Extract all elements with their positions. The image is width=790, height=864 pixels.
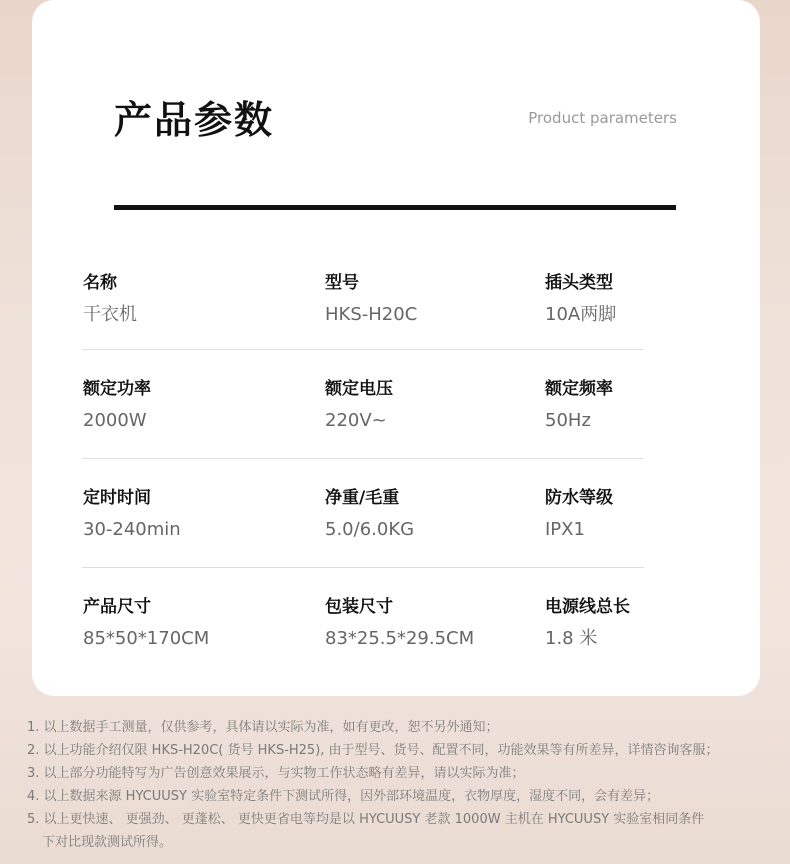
spec-label: 名称 xyxy=(83,273,117,293)
footnotes xyxy=(27,716,777,854)
spec-value: HKS-H20C xyxy=(325,304,418,325)
spec-value: 10A两脚 xyxy=(545,304,617,325)
footnote: 3. 以上部分功能特写为广告创意效果展示，与实物工作状态略有差异，请以实际为准； xyxy=(27,766,525,781)
spec-value: IPX1 xyxy=(545,519,585,540)
spec-label: 额定电压 xyxy=(325,379,393,399)
spec-label: 插头类型 xyxy=(545,273,613,293)
spec-value: 干衣机 xyxy=(83,304,137,325)
spec-value: 85*50*170CM xyxy=(83,628,210,649)
spec-label: 额定功率 xyxy=(83,379,151,399)
spec-value: 50Hz xyxy=(545,410,591,431)
footnote: 5. 以上更快速、 更强劲、 更蓬松、 更快更省电等均是以 HYCUUSY 老款 1000W 主机在 HYCUUSY 实验室相同条件 xyxy=(27,812,705,827)
spec-value: 1.8 米 xyxy=(545,628,598,649)
spec-label: 包装尺寸 xyxy=(325,597,393,617)
spec-label: 净重/毛重 xyxy=(325,488,400,508)
spec-value: 83*25.5*29.5CM xyxy=(325,628,475,649)
spec-value: 5.0/6.0KG xyxy=(325,519,415,540)
spec-label: 防水等级 xyxy=(545,488,613,508)
footnote: 4. 以上数据来源 HYCUUSY 实验室特定条件下测试所得，因外部环境温度，衣物厚度，湿度不同，会有差异； xyxy=(27,789,660,804)
spec-row xyxy=(82,210,644,350)
footnote: 2. 以上功能介绍仅限 HKS-H20C( 货号 HKS-H25), 由于型号、货号、配置不同，功能效果等有所差异，详情咨询客服； xyxy=(27,743,719,758)
footnote-continuation: 下对比现款测试所得。 xyxy=(42,835,173,850)
spec-label: 型号 xyxy=(325,273,359,293)
spec-table xyxy=(82,210,644,677)
page-subtitle: Product parameters xyxy=(528,109,677,127)
spec-row xyxy=(82,459,644,568)
spec-value: 30-240min xyxy=(83,519,181,540)
footnote: 1. 以上数据手工测量，仅供参考，具体请以实际为准，如有更改，恕不另外通知； xyxy=(27,720,499,735)
spec-label: 额定频率 xyxy=(545,379,613,399)
spec-label: 产品尺寸 xyxy=(83,597,151,617)
page-title: 产品参数 xyxy=(114,98,275,142)
spec-value: 2000W xyxy=(83,410,147,431)
spec-label: 定时时间 xyxy=(83,488,151,508)
spec-value: 220V~ xyxy=(325,410,387,431)
spec-row xyxy=(82,350,644,459)
spec-label: 电源线总长 xyxy=(545,597,630,617)
spec-row xyxy=(82,568,644,677)
